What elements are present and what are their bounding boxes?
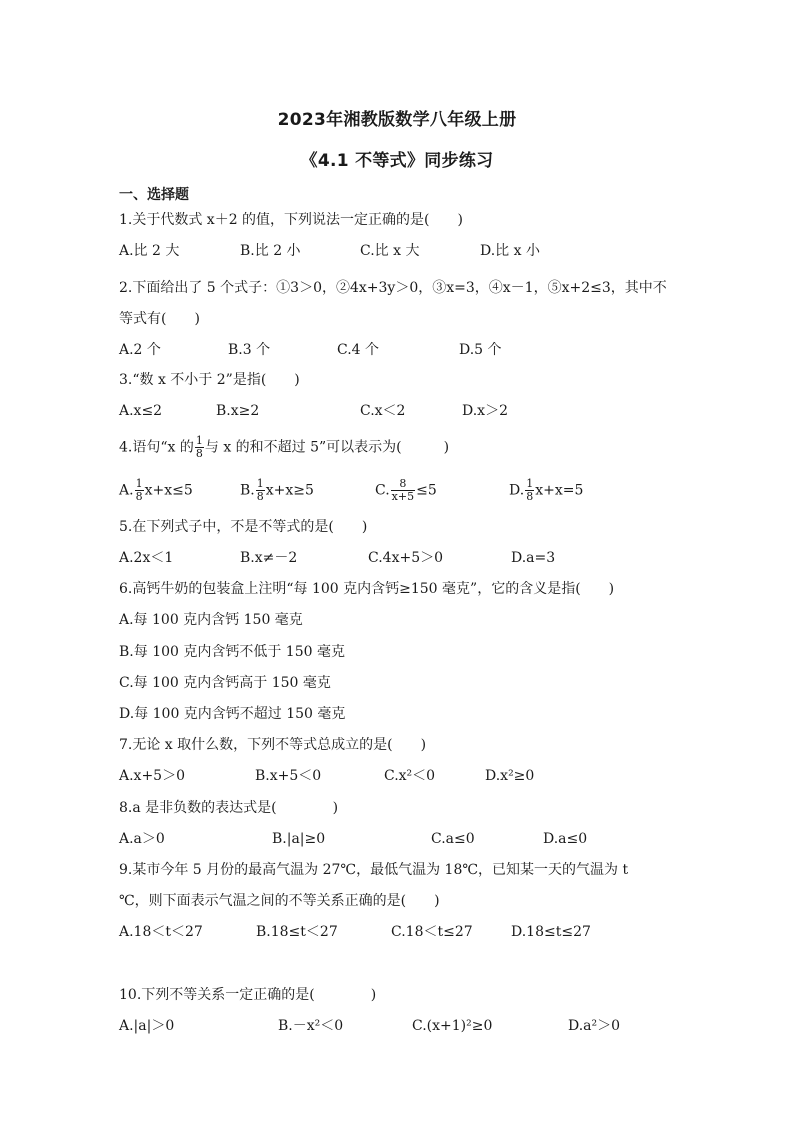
question-5-option-b: B.x≠－2 [240,550,298,566]
question-3-option-b: B.x≥2 [216,403,260,419]
question-4-option-a [119,478,193,503]
question-9-stem-line-1: 9.某市今年 5 月份的最高气温为 27℃，最低气温为 18℃，已知某一天的气温为 t [119,862,629,878]
question-2-option-c: C.4 个 [337,342,380,358]
question-1-option-c: C.比 x 大 [360,243,420,259]
question-10-option-b: B.－x²＜0 [278,1018,344,1034]
fraction-denominator: 8 [256,490,264,503]
question-7-option-a: A.x+5＞0 [119,768,186,784]
question-8-option-c: C.a≤0 [431,831,475,847]
fraction-numerator: 1 [526,477,534,490]
option-expression: x+x≤5 [144,482,193,499]
question-1-stem: 1.关于代数式 x＋2 的值，下列说法一定正确的是( ) [119,212,463,228]
option-fraction [256,478,265,503]
option-letter: A. [119,482,134,499]
fraction-denominator: 8 [195,447,203,460]
option-expression: x+x=5 [535,482,584,499]
fraction-denominator: x+5 [391,490,415,503]
question-8-option-a: A.a＞0 [119,831,165,847]
question-2-stem-line-1: 2.下面给出了 5 个式子：①3＞0，②4x+3y＞0，③x=3，④x－1，⑤x+2≤3，其中不 [119,280,667,296]
question-9-option-c: C.18＜t≤27 [391,924,473,940]
question-10-option-c: C.(x+1)²≥0 [412,1018,493,1034]
question-9-option-d: D.18≤t≤27 [511,924,591,940]
fraction-numerator: 8 [391,478,415,491]
question-5-option-a: A.2x＜1 [119,550,174,566]
option-letter: D. [509,482,525,499]
question-1-option-b: B.比 2 小 [240,243,301,259]
option-expression: x+x≥5 [265,482,314,499]
fraction-denominator: 8 [135,490,143,503]
question-3-option-d: D.x＞2 [462,403,508,419]
question-9-option-a: A.18＜t＜27 [119,924,203,940]
fraction-numerator: 1 [195,434,203,447]
question-6-option-a: A.每 100 克内含钙 150 毫克 [119,612,303,628]
question-4-fraction [195,435,204,460]
document-title: 2023年湘教版数学八年级上册 [277,110,517,130]
question-4-option-d [509,478,583,503]
question-4-option-c [375,478,437,503]
question-4-stem [119,435,449,460]
question-3-stem: 3.“数 x 不小于 2”是指( ) [119,372,300,388]
option-expression: ≤5 [416,482,437,499]
question-6-stem: 6.高钙牛奶的包装盒上注明“每 100 克内含钙≥150 毫克”，它的含义是指( ) [119,581,615,597]
question-3-option-c: C.x＜2 [360,403,406,419]
option-letter: B. [240,482,255,499]
fraction-denominator: 8 [526,490,534,503]
question-6-option-d: D.每 100 克内含钙不超过 150 毫克 [119,706,346,722]
question-4-stem-pre: 4.语句“x 的 [119,439,194,456]
question-1-option-a: A.比 2 大 [119,243,180,259]
question-9-option-b: B.18≤t＜27 [256,924,338,940]
question-2-option-b: B.3 个 [228,342,271,358]
question-10-option-a: A.|a|＞0 [119,1018,175,1034]
question-5-option-d: D.a=3 [511,550,556,566]
question-3-option-a: A.x≤2 [119,403,163,419]
fraction-numerator: 1 [256,477,264,490]
question-8-option-d: D.a≤0 [543,831,588,847]
question-4-option-b [240,478,314,503]
question-6-option-b: B.每 100 克内含钙不低于 150 毫克 [119,644,345,660]
question-10-option-d: D.a²＞0 [568,1018,621,1034]
question-6-option-c: C.每 100 克内含钙高于 150 毫克 [119,675,331,691]
question-7-stem: 7.无论 x 取什么数，下列不等式总成立的是( ) [119,737,427,753]
question-8-stem: 8.a 是非负数的表达式是( ) [119,800,339,816]
question-5-stem: 5.在下列式子中，不是不等式的是( ) [119,519,368,535]
option-letter: C. [375,482,390,499]
option-fraction [391,478,415,503]
document-subtitle: 《4.1 不等式》同步练习 [300,151,494,171]
question-1-option-d: D.比 x 小 [480,243,540,259]
question-7-option-c: C.x²＜0 [384,768,436,784]
question-2-option-d: D.5 个 [459,342,502,358]
question-7-option-b: B.x+5＜0 [255,768,322,784]
option-fraction [135,478,144,503]
question-8-option-b: B.|a|≥0 [272,831,326,847]
question-10-stem: 10.下列不等关系一定正确的是( ) [119,987,377,1003]
question-5-option-c: C.4x+5＞0 [368,550,444,566]
option-fraction [525,478,534,503]
question-2-option-a: A.2 个 [119,342,161,358]
question-7-option-d: D.x²≥0 [485,768,535,784]
question-2-stem-line-2: 等式有( ) [119,311,200,327]
fraction-numerator: 1 [135,477,143,490]
section-heading: 一、选择题 [119,187,189,203]
question-9-stem-line-2: ℃，则下面表示气温之间的不等关系正确的是( ) [119,893,440,909]
question-4-stem-post: 与 x 的和不超过 5”可以表示为( ) [204,439,450,456]
